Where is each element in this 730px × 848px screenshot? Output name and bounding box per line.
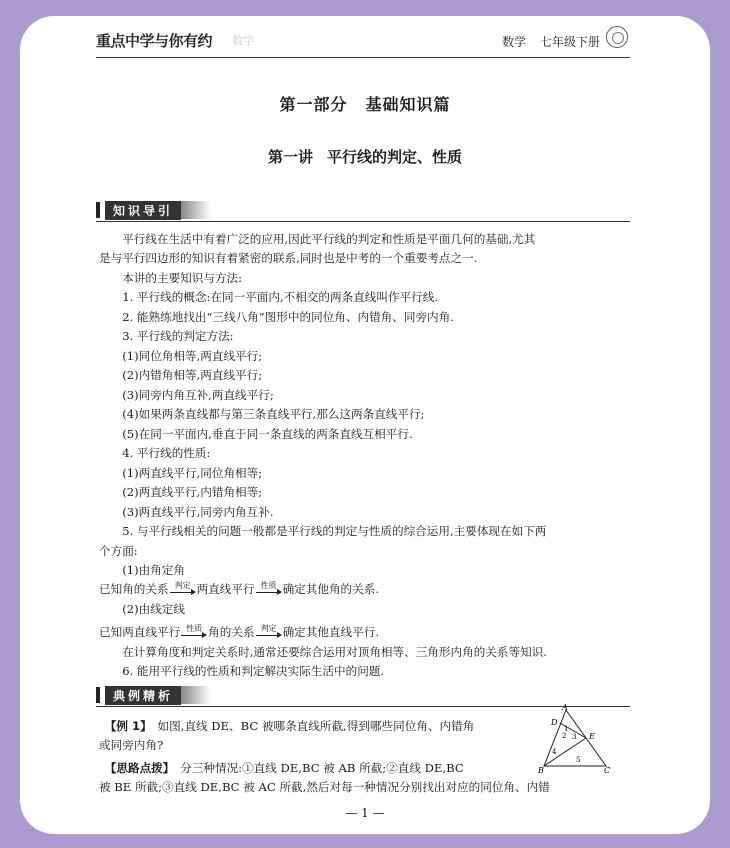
grade-label: 七年级下册 [539, 35, 600, 49]
paragraph-line: 2. 能熟练地找出“三线八角”图形中的同位角、内错角、同旁内角. [99, 310, 454, 324]
angle-label-5: 5 [576, 756, 581, 764]
paragraph-line: (2)两直线平行,内错角相等; [99, 485, 263, 499]
flow2-a: 已知两直线平行 [99, 625, 181, 639]
paragraph-line: (2)内错角相等,两直线平行; [99, 368, 263, 382]
label-D: D [551, 718, 558, 727]
angle-label-4: 4 [552, 748, 557, 756]
paragraph-line: 是与平行四边形的知识有着紧密的联系,同时也是中考的一个重要考点之一. [99, 251, 478, 265]
school-seal-icon [606, 26, 628, 48]
paragraph-line: 个方面: [99, 544, 138, 558]
part-number: 第一部分 [279, 95, 348, 114]
arrow-label: 性质 [186, 624, 203, 633]
paragraph-line: (1)两直线平行,同位角相等; [99, 466, 263, 480]
lecture-title [0, 146, 730, 167]
arrow-icon [170, 581, 196, 596]
flow2-b: 角的关系 [208, 625, 255, 639]
brand-logo: 重点中学与你有约 [96, 32, 213, 50]
hint-tag: 【思路点拨】 [110, 761, 169, 775]
part-title [0, 92, 730, 115]
brand-ghost-text: 数学 [232, 34, 254, 47]
book-info [492, 33, 600, 50]
arrow-label: 判定 [260, 624, 277, 633]
paragraph-line: (4)如果两条直线都与第三条直线平行,那么这两条直线平行; [99, 407, 425, 421]
triangle-figure [538, 704, 610, 774]
flow1-a: 已知角的关系 [99, 582, 169, 596]
flow1-c: 确定其他角的关系. [282, 582, 379, 596]
label-A: A [562, 704, 568, 712]
paragraph-line: 1. 平行线的概念:在同一平面内,不相交的两条直线叫作平行线. [99, 290, 439, 304]
arrow-icon [256, 624, 282, 639]
running-header [96, 27, 630, 58]
example-tag: 【例 1】 [110, 719, 146, 733]
sub-heading-2: (2)由线定线 [99, 602, 185, 616]
example-line-1 [99, 718, 474, 734]
flow2-c: 确定其他直线平行. [282, 625, 379, 639]
page-number: — 1 — [345, 806, 385, 820]
arrow-icon [181, 624, 207, 639]
arrow-label: 判定 [174, 581, 191, 590]
flow1-b: 两直线平行 [196, 582, 255, 596]
paragraph-line: 6. 能用平行线的性质和判定解决实际生活中的问题. [99, 664, 385, 678]
arrow-label: 性质 [260, 581, 277, 590]
angle-label-3: 3 [572, 733, 577, 741]
flow-line-1 [99, 581, 379, 597]
paragraph-line: 5. 与平行线相关的问题一般都是平行线的判定与性质的综合运用,主要体现在如下两 [99, 524, 547, 538]
example-text: 如图,直线 DE、BC 被哪条直线所截,得到哪些同位角、内错角 [157, 719, 475, 733]
paragraph-line: 4. 平行线的性质: [99, 446, 211, 460]
label-B: B [538, 766, 544, 774]
paragraph-line: 在计算角度和判定关系时,通常还要综合运用对顶角相等、三角形内角的关系等知识. [99, 645, 547, 659]
example-line-2: 或同旁内角? [99, 738, 164, 752]
paragraph-line: 本讲的主要知识与方法: [99, 271, 243, 285]
angle-label-1: 1 [564, 725, 569, 733]
paragraph-line: (1)由角定角 [99, 563, 185, 577]
flow-line-2 [99, 624, 379, 640]
paragraph-line: (5)在同一平面内,垂直于同一条直线的两条直线互相平行. [99, 427, 413, 441]
hint-text: 分三种情况:①直线 DE,BC 被 AB 所截;②直线 DE,BC [180, 761, 464, 775]
angle-label-2: 2 [562, 732, 567, 740]
arrow-icon [256, 581, 282, 596]
paragraph-line: 3. 平行线的判定方法: [99, 329, 234, 343]
lecture-number: 第一讲 [267, 148, 313, 166]
label-C: C [604, 766, 610, 774]
section-title: 知识导引 [105, 201, 181, 220]
paragraph-line: (3)同旁内角互补,两直线平行; [99, 388, 274, 402]
label-E: E [589, 732, 595, 741]
part-name: 基础知识篇 [365, 95, 451, 114]
subject-label: 数学 [502, 35, 527, 49]
lecture-name: 平行线的判定、性质 [327, 148, 463, 166]
paragraph-line: (1)同位角相等,两直线平行; [99, 349, 263, 363]
paragraph-line: 平行线在生活中有着广泛的应用,因此平行线的判定和性质是平面几何的基础,尤其 [99, 232, 536, 246]
paragraph-line: (3)两直线平行,同旁内角互补. [99, 505, 274, 519]
section-header-knowledge [96, 201, 630, 222]
hint-line-1 [99, 760, 464, 776]
hint-line-2: 被 BE 所截;③直线 DE,BC 被 AC 所截,然后对每一种情况分别找出对应的同位角、内错 [99, 780, 550, 794]
section-title: 典例精析 [105, 686, 181, 705]
